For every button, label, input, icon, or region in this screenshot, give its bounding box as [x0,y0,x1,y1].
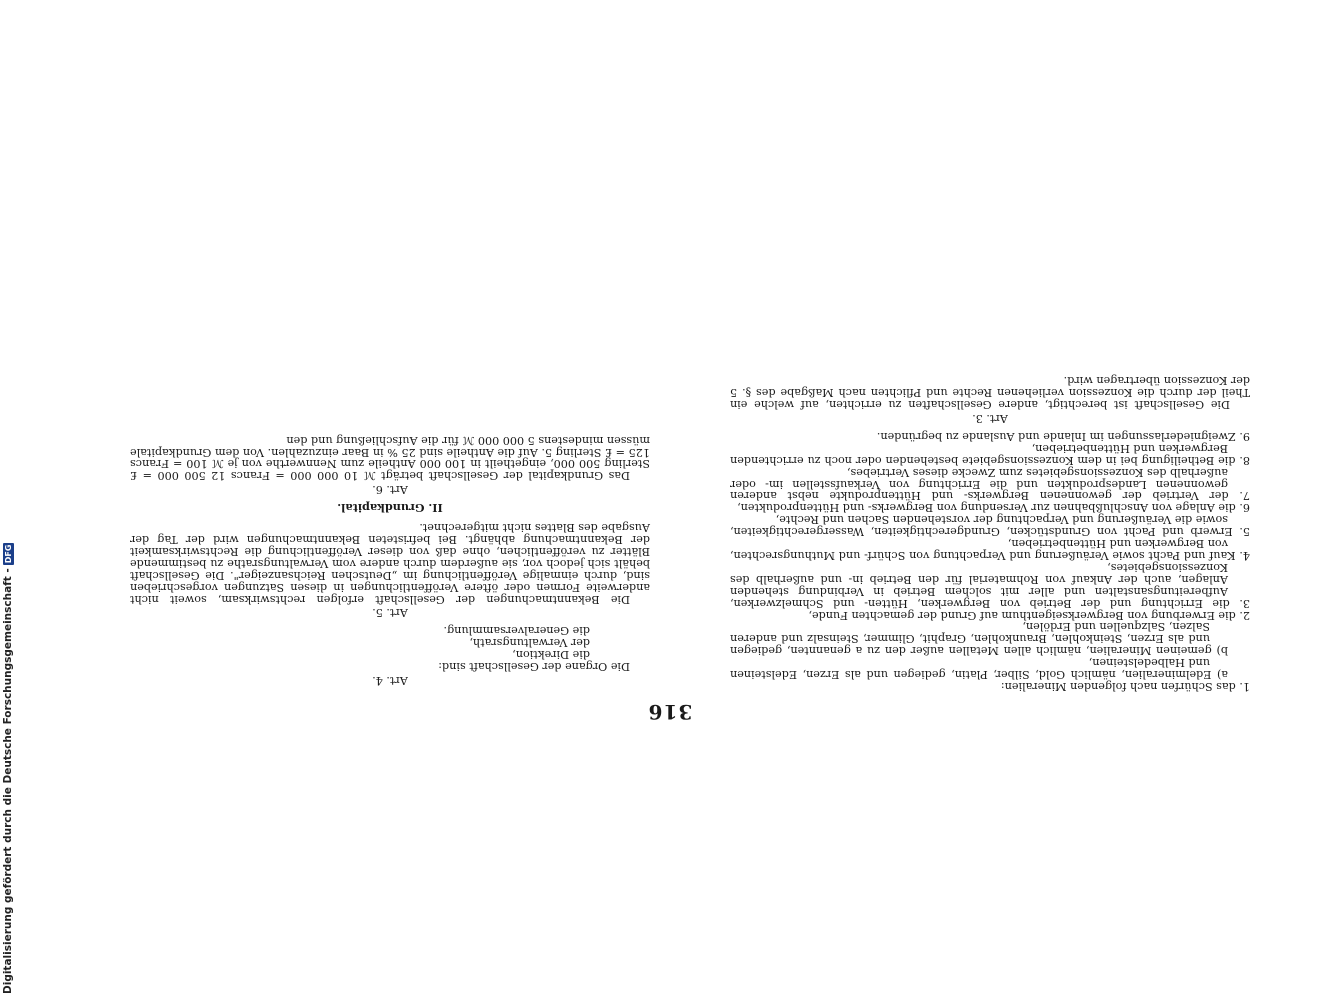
list-item [730,502,1250,514]
organs-list [130,624,650,660]
right-column [130,434,650,692]
list-item-text: der Vertrieb der gewonnenen Bergwerks- und Hüttenprodukte nebst anderen gewonnenen Landesprodukten und die Errichtung von Verkaufsstellen im- oder außerhalb des Konzessionsgebietes zum Zwecke dieses Vertriebes, [730,465,1229,503]
list-item [730,513,1250,537]
footer-text: Digitalisierung gefördert durch die Deutsche Forschungsgemeinschaft - [2,568,14,994]
art4-intro: Die Organe der Gesellschaft sind: [438,660,630,674]
digitization-footer [2,543,14,994]
art6-text: Das Grundkapital der Gesellschaft beträgt ℳ 10 000 000 = Francs 12 500 000 = £ Sterling 500 000, eingetheilt in 100 000 Antheile zum Nennwerthe von je ℳ 100 = Francs 125 = £ Sterling 5. Auf die Antheile sind 25 % in Baar einzuzahlen. Von dem Grundkapitale müssen mindestens 5 000 000 ℳ für die Aufschließung und den [130,433,650,483]
list-item-text: die Errichtung und der Betrieb von Bergwerken, Hütten- und Schmelzwerken, Aufbereitungsanstalten und aller mit solchem Betrieb in Verbindung stehenden Anlagen, auch der Ankauf von Rohmaterial für den Betrieb in- und außerhalb des Konzessionsgebietes, [730,560,1230,610]
list-item-number: 2. [1235,608,1250,622]
list-item-text: Kauf und Pacht sowie Veräußerung und Verpachtung von Schürf- und Muthungsrechten, von Bergwerken und Hüttenbetrieben, [730,537,1236,563]
art4-title: Art. 4. [372,674,408,687]
list-item [730,466,1250,502]
list-item [730,656,1250,680]
list-item-text: Erwerb und Pacht von Grundstücken, Grundgerechtigkeiten, Wassergerechtigkeiten, sowie die Veräußerung und Verpachtung der vorstehenden Sachen und Rechte, [730,513,1233,539]
list-item-text: die Anlage von Anschlußbahnen zur Versendung von Bergwerks- und Hüttenprodukten, [737,501,1236,515]
list-item-number: a) [1211,668,1228,682]
page-number: 316 [647,700,693,724]
art5-text: Die Bekanntmachungen der Gesellschaft erfolgen rechtswirksam, soweit nicht anderweite Formen oder öftere Veröffentlichungen in diesen Satzungen vorgeschrieben sind, durch einmalige Veröffentlichung im „Deutschen Reichsanzeiger". Die Gesellschaft behält sich jedoch vor, sie außerdem durch andere vom Verwaltungsrathe zu bestimmende Blätter zu veröffentlichen, ohne daß von dieser Veröffentlichung die Rechtswirksamkeit der Bekanntmachung abhängt. Bei befristeten Bekanntmachungen wird der Tag der Ausgabe des Blattes nicht mitgerechnet. [130,521,650,606]
list-item [730,442,1250,466]
organ-item: der Verwaltungsrath, [469,636,590,650]
list-item-text: die Erwerbung von Bergwerkseigenthum auf Grund der gemachten Funde, [808,608,1236,622]
list-item-number: 8. [1235,453,1250,467]
list-item [730,680,1250,692]
art3-text: Die Gesellschaft ist berechtigt, andere Gesellschaften zu errichten, auf welche ein Theil der durch die Konzession verliehenen Rechte und Pflichten nach Maßgabe des §. 5 der Konzession übertragen wird. [730,374,1250,412]
list-item-text: die Betheiligung bei in dem Konzessionsgebiete bestehenden oder noch zu errichtenden Bergwerken und Hüttenbetrieben, [730,441,1236,467]
list-item [730,430,1250,442]
list-item-number: 5. [1232,525,1250,539]
list-item-text: Zweigniederlassungen im Inlande und Auslande zu begründen. [876,429,1236,443]
art3-title: Art. 3. [972,412,1008,426]
organ-item: die Generalversammlung. [443,624,590,638]
list-item-number: 3. [1229,596,1250,610]
list-item-number: 9. [1235,429,1250,443]
organ-item: die Direktion, [512,648,590,662]
list-item-number: 4. [1235,549,1250,563]
list-item-text: Edelmineralien, nämlich Gold, Silber, Platin, gediegen und als Erzen, Edelsteinen und Halbedelsteinen, [730,656,1212,682]
dfg-logo: DFG [3,544,13,564]
list-item [730,621,1250,657]
list-item-number: 6. [1235,501,1250,515]
section-2-heading: II. Grundkapital. [337,501,443,516]
art5-title: Art. 5. [372,606,408,620]
list-item-text: das Schürfen nach folgenden Mineralien: [1000,680,1236,693]
list-item [730,537,1250,561]
list-item-number: b) [1211,644,1228,658]
list-item [730,561,1250,609]
list-item-number: 1. [1235,680,1250,693]
list-item-text: gemeinen Mineralien, nämlich allen Metallen außer den zu a genannten, gediegen und als Erzen, Steinkohlen, Braunkohlen, Graphit, Glimmer, Steinsalz und anderen Salzen, Salzquellen und Erdölen, [730,620,1212,658]
rotated-page-content [90,14,1250,734]
art6-title: Art. 6. [372,483,408,497]
list-item-number: 7. [1228,489,1250,503]
objects-list [730,430,1250,692]
left-column [730,374,1250,692]
list-item [730,609,1250,621]
